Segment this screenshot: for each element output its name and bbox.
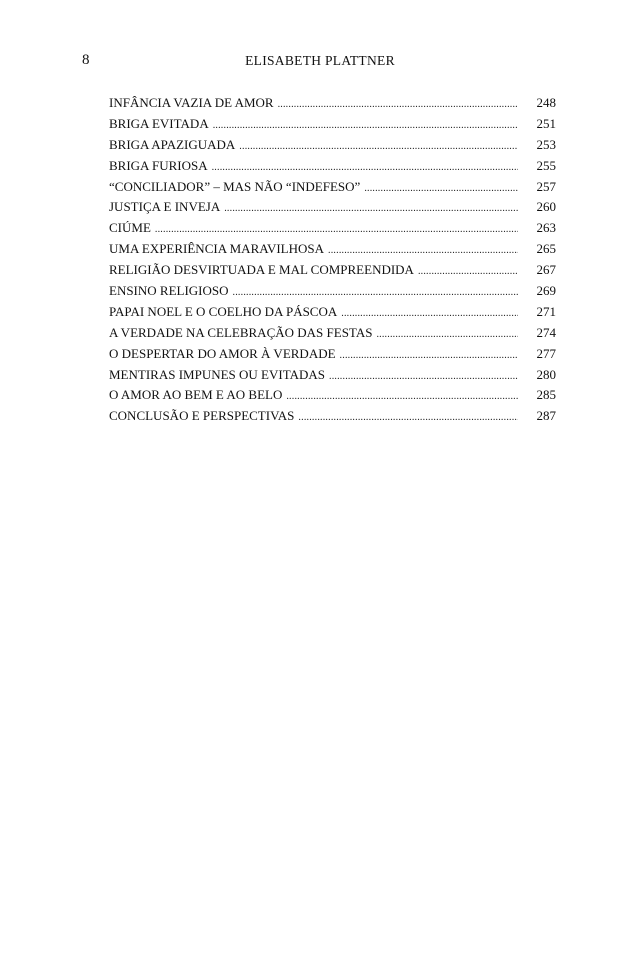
toc-entry — [109, 93, 556, 114]
toc-entry — [109, 156, 556, 177]
toc-entry-page: 265 — [536, 241, 556, 257]
toc-entry — [109, 281, 556, 302]
toc-entry-title: BRIGA APAZIGUADA — [109, 136, 236, 152]
toc-dot-leader — [364, 179, 518, 200]
toc-entry-title: MENTIRAS IMPUNES OU EVITADAS — [109, 366, 325, 382]
toc-entry — [109, 260, 556, 281]
running-head-author: ELISABETH PLATTNER — [245, 53, 395, 68]
toc-entry-page: 280 — [536, 366, 556, 382]
toc-dot-leader — [213, 116, 518, 137]
toc-entry-page: 277 — [536, 345, 556, 361]
toc-entry-title: O DESPERTAR DO AMOR À VERDADE — [109, 345, 336, 361]
toc-dot-leader — [340, 346, 518, 367]
table-of-contents — [109, 93, 556, 427]
toc-entry-page: 271 — [536, 303, 556, 319]
toc-entry-page: 274 — [536, 324, 556, 340]
toc-dot-leader — [224, 199, 518, 220]
toc-entry — [109, 344, 556, 365]
toc-entry-page: 251 — [536, 115, 556, 131]
toc-dot-leader — [298, 408, 518, 429]
toc-dot-leader — [286, 387, 518, 408]
toc-dot-leader — [278, 95, 518, 116]
toc-entry — [109, 239, 556, 260]
toc-entry-page: 260 — [536, 199, 556, 215]
toc-entry-page: 257 — [536, 178, 556, 194]
toc-entry-page: 255 — [536, 157, 556, 173]
toc-dot-leader — [341, 304, 518, 325]
toc-entry-title: CIÚME — [109, 220, 151, 236]
toc-entry-title: A VERDADE NA CELEBRAÇÃO DAS FESTAS — [109, 324, 373, 340]
toc-entry — [109, 114, 556, 135]
toc-entry-title: INFÂNCIA VAZIA DE AMOR — [109, 95, 274, 110]
toc-entry-page: 248 — [536, 95, 556, 110]
toc-entry-title: UMA EXPERIÊNCIA MARAVILHOSA — [109, 241, 325, 257]
toc-entry — [109, 406, 556, 427]
toc-entry-page: 269 — [536, 283, 556, 299]
toc-entry — [109, 135, 556, 156]
toc-entry — [109, 302, 556, 323]
toc-entry-title: RELIGIÃO DESVIRTUADA E MAL COMPREENDIDA — [109, 262, 414, 278]
toc-entry — [109, 197, 556, 218]
toc-entry — [109, 323, 556, 344]
toc-entry-title: ENSINO RELIGIOSO — [109, 283, 229, 299]
toc-entry-title: BRIGA EVITADA — [109, 115, 209, 131]
toc-entry-page: 285 — [536, 387, 556, 403]
toc-dot-leader — [329, 367, 518, 388]
toc-dot-leader — [239, 137, 518, 158]
toc-dot-leader — [155, 220, 518, 241]
toc-dot-leader — [212, 158, 518, 179]
toc-dot-leader — [233, 283, 518, 304]
toc-entry-page: 267 — [536, 262, 556, 278]
toc-entry — [109, 365, 556, 386]
toc-entry — [109, 177, 556, 198]
page-number: 8 — [82, 52, 90, 68]
toc-dot-leader — [328, 241, 518, 262]
toc-entry-title: BRIGA FURIOSA — [109, 157, 208, 173]
toc-entry-title: PAPAI NOEL E O COELHO DA PÁSCOA — [109, 303, 338, 319]
toc-dot-leader — [376, 325, 518, 346]
toc-entry-title: “CONCILIADOR” – MAS NÃO “INDEFESO” — [109, 178, 361, 194]
toc-entry-page: 253 — [536, 136, 556, 152]
toc-dot-leader — [418, 262, 518, 283]
toc-entry-title: JUSTIÇA E INVEJA — [109, 199, 221, 215]
toc-entry — [109, 218, 556, 239]
toc-entry-page: 287 — [536, 408, 556, 424]
toc-entry-title: CONCLUSÃO E PERSPECTIVAS — [109, 408, 295, 424]
toc-entry-page: 263 — [536, 220, 556, 236]
toc-entry-title: O AMOR AO BEM E AO BELO — [109, 387, 283, 403]
toc-entry — [109, 385, 556, 406]
